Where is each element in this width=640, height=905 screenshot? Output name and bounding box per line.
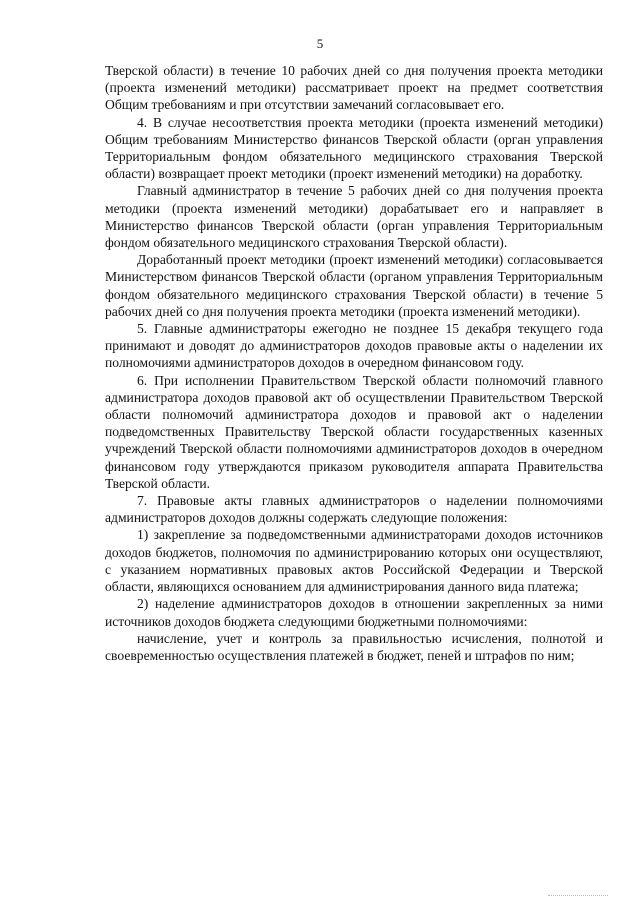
paragraph-revision: Главный администратор в течение 5 рабочих дней со дня получения проекта методики (проекта изменений методики) дорабатывает его и направляет в Министерство финансов Тверской области (орган управления Территориальным фондом обязательного медицинского страхования Тверской области). xyxy=(105,183,603,251)
paragraph-item-7: 7. Правовые акты главных администраторов о наделении полномочиями администраторов доходов должны содержать следующие положения: xyxy=(105,493,603,526)
scan-artifact xyxy=(548,895,608,899)
paragraph-approval: Доработанный проект методики (проект изменений методики) согласовывается Министерством финансов Тверской области (органом управления Территориальным фондом обязательного медицинского страхования Тверской области) в течение 5 рабочих дней со дня получения проекта методики (проекта изменений методики). xyxy=(105,252,603,319)
paragraph-item-4: 4. В случае несоответствия проекта методики (проекта изменений методики) Общим требованиям Министерство финансов Тверской области (орган управления Территориальным фондом обязательного медицинского страхования Тверской области) возвращает проект методики (проект изменений методики) на доработку. xyxy=(105,114,603,182)
paragraph-item-6: 6. При исполнении Правительством Тверской области полномочий главного администратора доходов правовой акт об осуществлении Правительством Тверской области полномочий администратора доходов и правовой акт о наделении подведомственных Правительству Тверской области государственных казенных учреждений Тверской области полномочиями администраторов доходов в очередном финансовом году утверждаются приказом руководителя аппарата Правительства Тверской области. xyxy=(105,372,603,491)
paragraph-item-5: 5. Главные администраторы ежегодно не позднее 15 декабря текущего года принимают и доводят до администраторов доходов правовые акты о наделении их полномочиями администраторов доходов в очередном финансовом году. xyxy=(105,321,603,371)
paragraph-subitem-2: 2) наделение администраторов доходов в отношении закрепленных за ними источников доходов бюджета следующими бюджетными полномочиями: xyxy=(105,596,603,629)
paragraph-subitem-1: 1) закрепление за подведомственными администраторами доходов источников доходов бюджетов, полномочия по администрированию которых они осуществляют, с указанием нормативных правовых актов Российской Федерации и Тверской области, являющихся основанием для администрирования данного вида платежа; xyxy=(105,527,603,595)
paragraph-continuation: Тверской области) в течение 10 рабочих дней со дня получения проекта методики (проекта изменений методики) рассматривает проект на предмет соответствия Общим требованиям и при отсутствии замечаний согласовывает его. xyxy=(105,63,603,113)
document-body xyxy=(105,62,603,664)
page-number: 5 xyxy=(316,36,324,51)
paragraph-accrual: начисление, учет и контроль за правильностью исчисления, полнотой и своевременностью осуществления платежей в бюджет, пеней и штрафов по ним; xyxy=(105,630,603,663)
